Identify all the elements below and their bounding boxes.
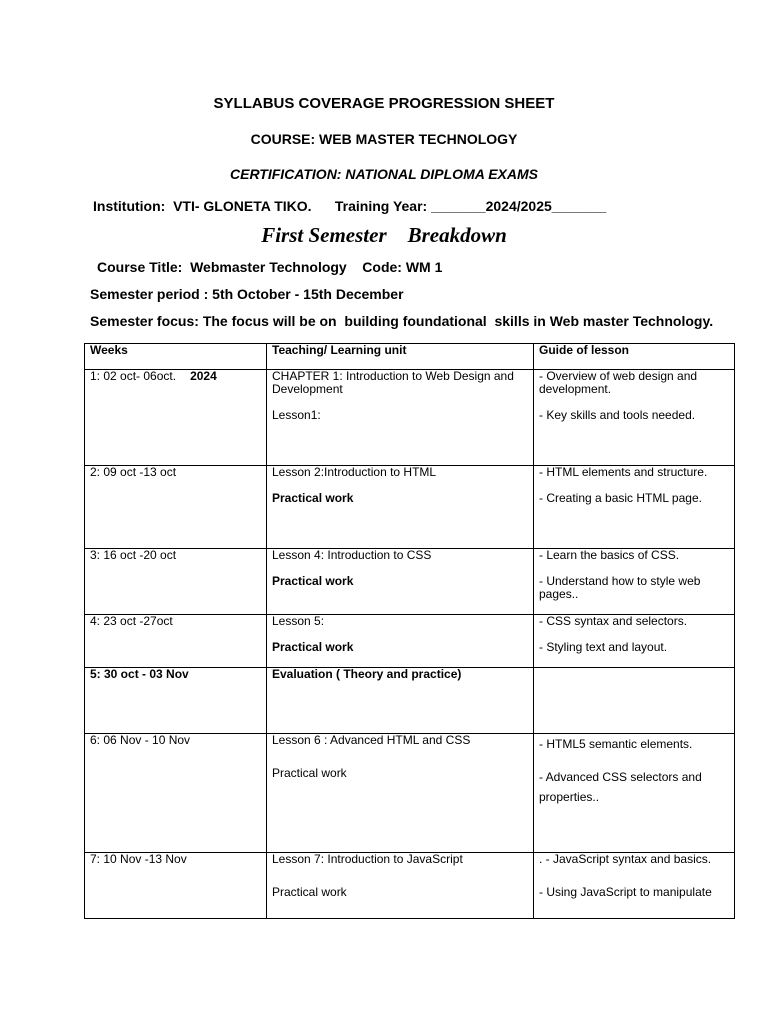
unit-cell — [267, 549, 534, 615]
guide-cell — [534, 370, 735, 466]
syllabus-table — [84, 343, 735, 919]
table-row — [85, 549, 735, 615]
guide-line-1: - CSS syntax and selectors. — [539, 614, 688, 628]
guide-line-2: - Key skills and tools needed. — [539, 408, 696, 422]
unit-line-1: Lesson 6 : Advanced HTML and CSS — [272, 733, 471, 747]
semester-focus-line: Semester focus: The focus will be on building foundational skills in Web master Technology. — [90, 313, 714, 329]
table-row — [85, 615, 735, 668]
table-row — [85, 466, 735, 549]
guide-cell — [534, 466, 735, 549]
week-cell: 7: 10 Nov -13 Nov — [85, 853, 267, 919]
certification-heading: CERTIFICATION: NATIONAL DIPLOMA EXAMS — [230, 166, 538, 182]
week-cell: 3: 16 oct -20 oct — [85, 549, 267, 615]
week-year: 2024 — [190, 369, 217, 383]
course-title-line: Course Title: Webmaster Technology Code: WM 1 — [97, 259, 443, 275]
week-label: 1: 02 oct- 06oct. — [90, 369, 177, 383]
unit-line-1: Lesson 7: Introduction to JavaScript — [272, 852, 463, 866]
week-cell: 5: 30 oct - 03 Nov — [85, 668, 267, 734]
unit-cell — [267, 853, 534, 919]
guide-line-2: - Advanced CSS selectors and properties.. — [539, 770, 702, 804]
guide-line-1: - Learn the basics of CSS. — [539, 548, 680, 562]
guide-line-1: - HTML5 semantic elements. — [539, 737, 693, 751]
unit-cell — [267, 370, 534, 466]
table-row — [85, 853, 735, 919]
document-title: SYLLABUS COVERAGE PROGRESSION SHEET — [213, 95, 555, 112]
guide-cell — [534, 549, 735, 615]
header-guide: Guide of lesson — [534, 344, 735, 370]
header-weeks: Weeks — [85, 344, 267, 370]
table-row — [85, 668, 735, 734]
unit-line-2: Lesson1: — [272, 408, 321, 422]
unit-line-2: Practical work — [272, 574, 354, 588]
table-header-row — [85, 344, 735, 370]
guide-line-1: - HTML elements and structure. — [539, 465, 708, 479]
guide-cell — [534, 668, 735, 734]
week-cell: 4: 23 oct -27oct — [85, 615, 267, 668]
unit-line-1: Lesson 2:Introduction to HTML — [272, 465, 437, 479]
institution-line: Institution: VTI- GLONETA TIKO. Training Year: _______2024/2025_______ — [93, 198, 607, 214]
unit-cell — [267, 615, 534, 668]
semester-title: First Semester Breakdown — [261, 223, 507, 247]
unit-line-1: CHAPTER 1: Introduction to Web Design and Development — [272, 369, 514, 396]
unit-line-2: Practical work — [272, 885, 347, 899]
guide-cell — [534, 853, 735, 919]
guide-line-1: - Overview of web design and development. — [539, 369, 698, 396]
semester-period-line: Semester period : 5th October - 15th December — [90, 286, 404, 302]
week-cell: 2: 09 oct -13 oct — [85, 466, 267, 549]
unit-line-1: Lesson 4: Introduction to CSS — [272, 548, 432, 562]
course-heading: COURSE: WEB MASTER TECHNOLOGY — [250, 131, 518, 147]
guide-cell — [534, 734, 735, 853]
unit-line-2: Practical work — [272, 766, 347, 780]
guide-line-2: - Creating a basic HTML page. — [539, 491, 702, 505]
table-row — [85, 734, 735, 853]
week-cell — [85, 370, 267, 466]
unit-line-2: Practical work — [272, 640, 354, 654]
guide-cell — [534, 615, 735, 668]
unit-line-1: Lesson 5: — [272, 614, 325, 628]
guide-line-2: - Styling text and layout. — [539, 640, 668, 654]
header-unit: Teaching/ Learning unit — [267, 344, 534, 370]
unit-cell — [267, 734, 534, 853]
guide-line-2: - Understand how to style web pages.. — [539, 574, 701, 601]
table-row — [85, 370, 735, 466]
guide-line-1: . - JavaScript syntax and basics. — [539, 852, 712, 866]
guide-line-2: - Using JavaScript to manipulate — [539, 885, 712, 899]
unit-line-2: Practical work — [272, 491, 354, 505]
unit-cell — [267, 466, 534, 549]
week-cell: 6: 06 Nov - 10 Nov — [85, 734, 267, 853]
unit-cell: Evaluation ( Theory and practice) — [267, 668, 534, 734]
